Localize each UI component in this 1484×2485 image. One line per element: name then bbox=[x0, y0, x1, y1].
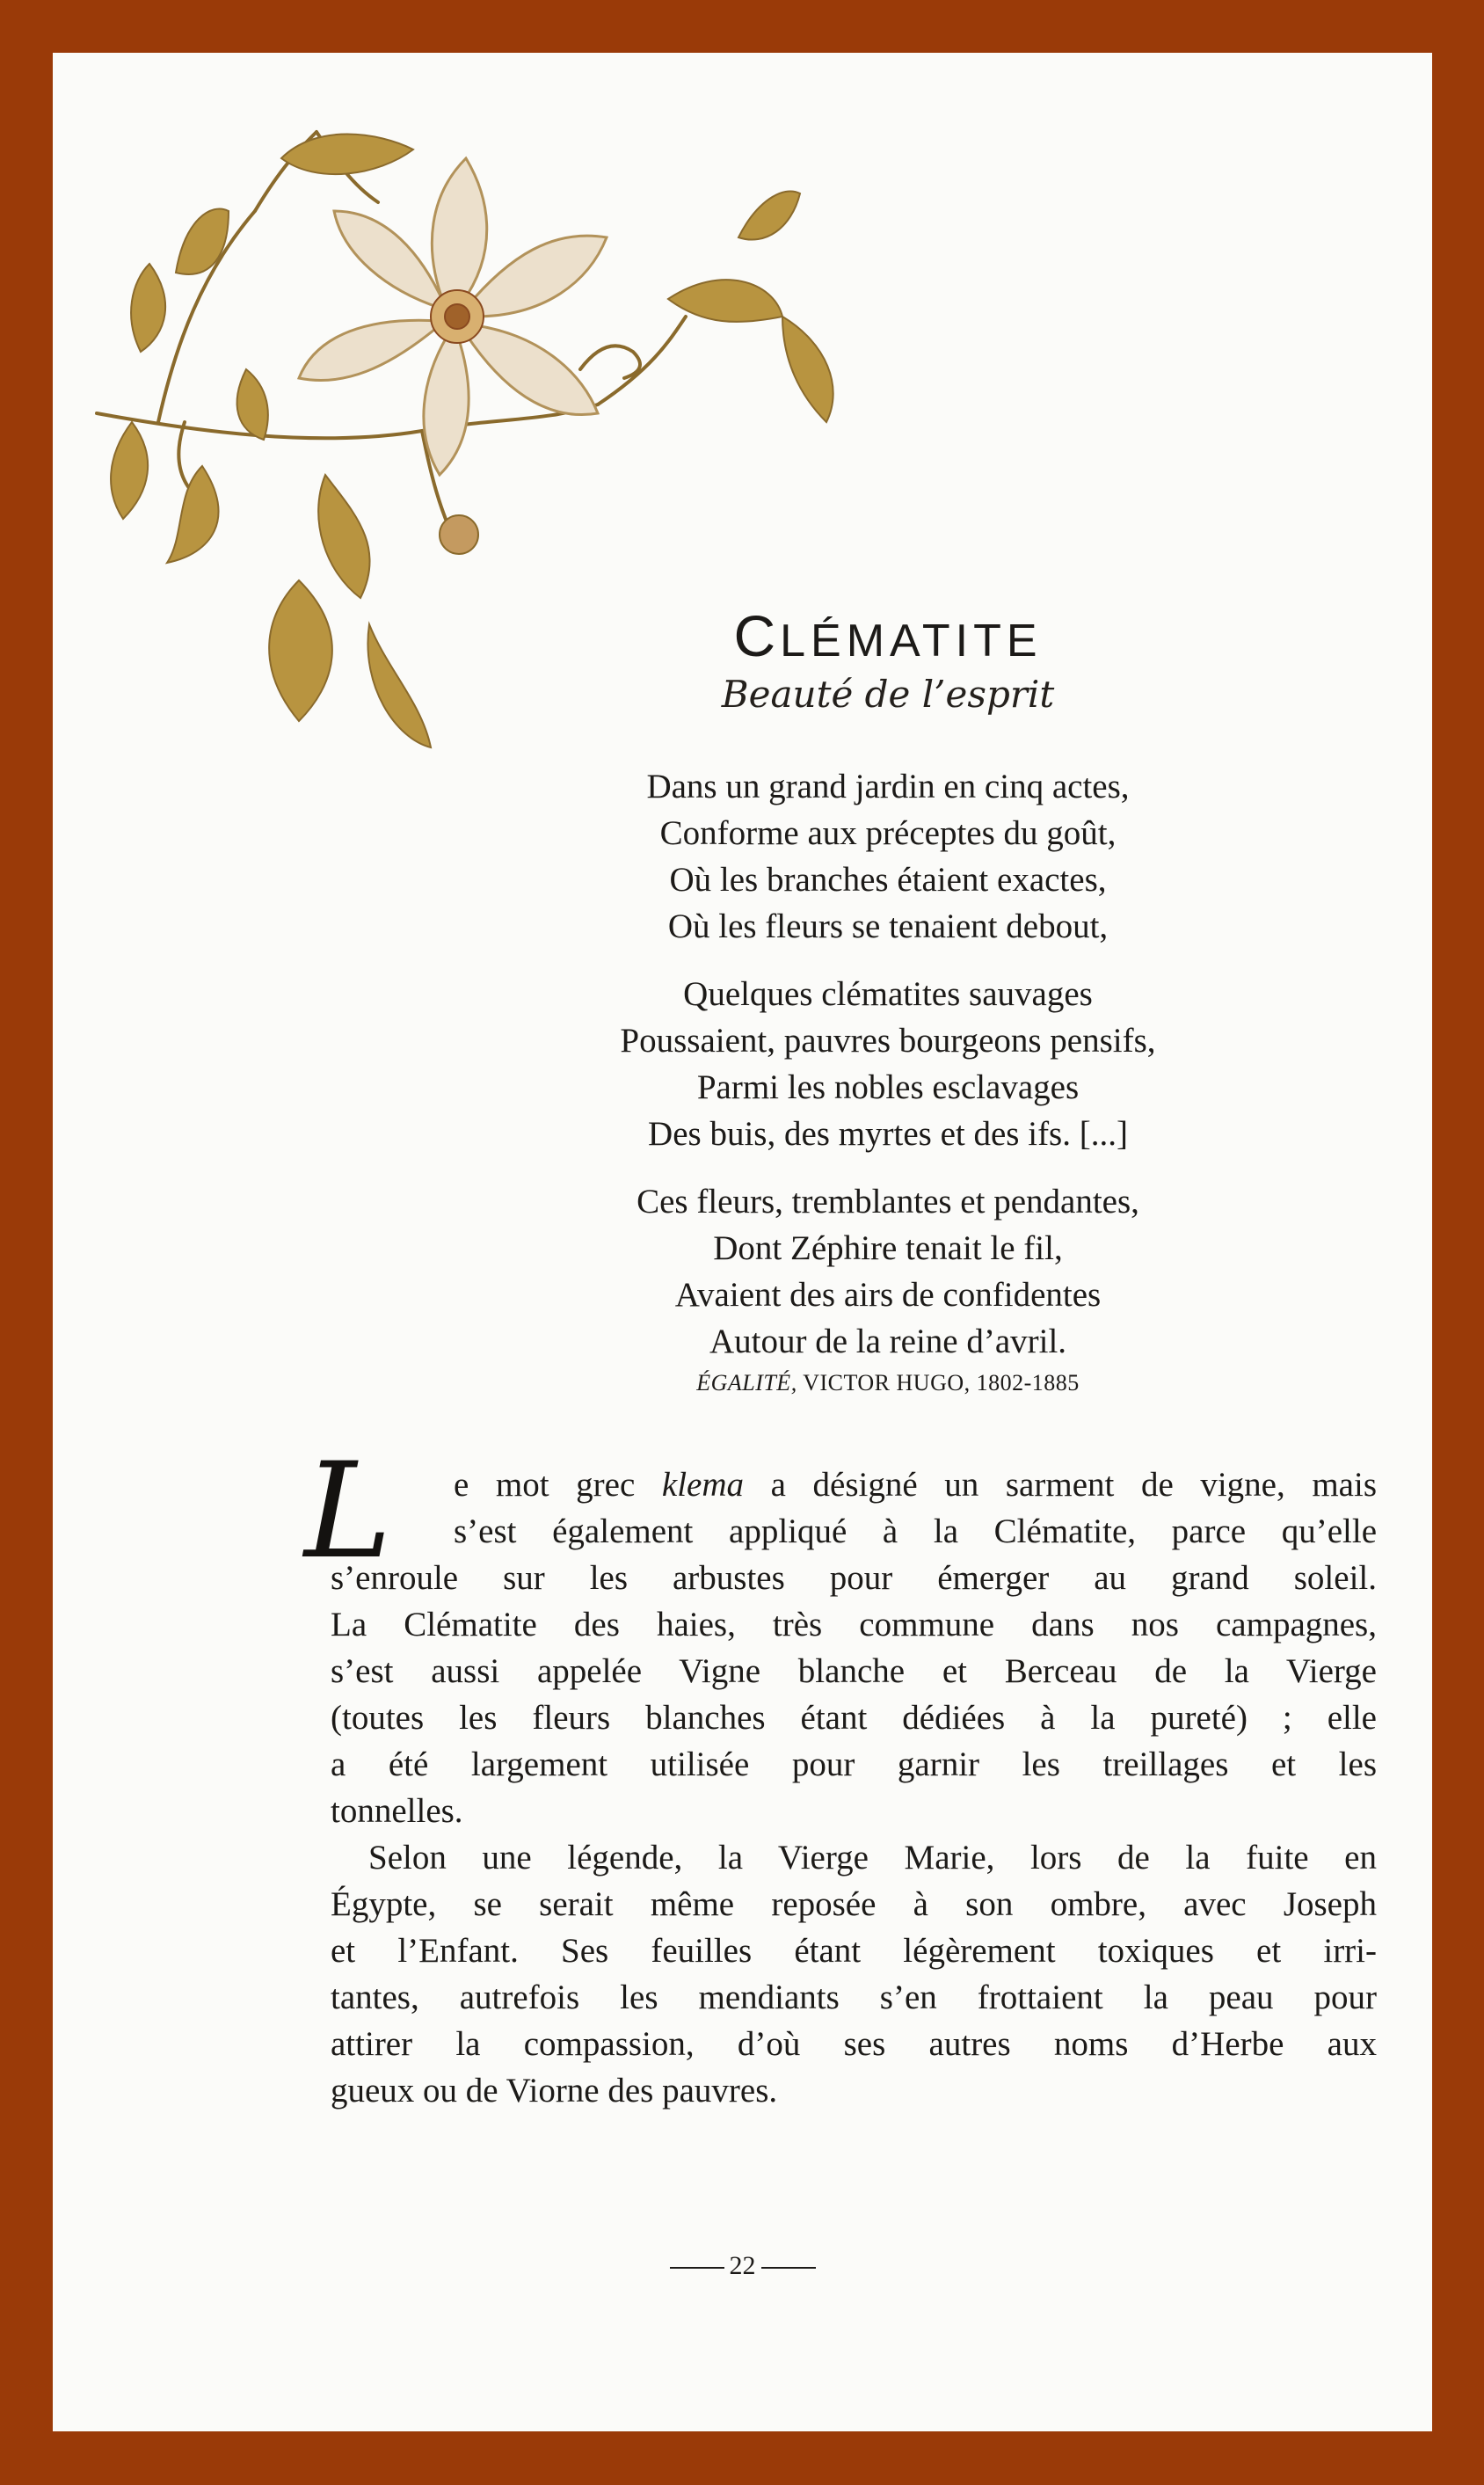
poem-line: Dont Zéphire tenait le fil, bbox=[713, 1229, 1063, 1267]
book-page bbox=[53, 53, 1432, 2431]
paragraph bbox=[331, 1461, 1377, 1834]
poem-line: Autour de la reine d’avril. bbox=[709, 1323, 1067, 1360]
title-initial: C bbox=[733, 603, 781, 668]
attribution-work: ÉGALITÉ, bbox=[696, 1370, 797, 1396]
text-run: a désigné un sarment de vigne, mais bbox=[744, 1466, 1378, 1504]
text-line: La Clématite des haies, très commune dans nos campagnes, bbox=[331, 1606, 1377, 1643]
page-subtitle: Beauté de l’esprit bbox=[721, 673, 1055, 716]
text-run: e mot grec bbox=[454, 1466, 662, 1504]
poem-line: Où les branches étaient exactes, bbox=[669, 861, 1107, 899]
poem bbox=[316, 763, 1432, 1398]
text-line: (toutes les fleurs blanches étant dédiées à la pureté) ; elle bbox=[331, 1699, 1377, 1737]
poem-line: Des buis, des myrtes et des ifs. [...] bbox=[648, 1115, 1128, 1153]
poem-stanza bbox=[316, 1178, 1432, 1365]
poem-line: Conforme aux préceptes du goût, bbox=[659, 814, 1117, 852]
text-line: s’est aussi appelée Vigne blanche et Berceau de la Vierge bbox=[331, 1652, 1377, 1690]
text-line: tantes, autrefois les mendiants s’en frottaient la peau pour bbox=[331, 1979, 1377, 2016]
poem-line: Ces fleurs, tremblantes et pendantes, bbox=[637, 1183, 1139, 1221]
poem-stanza bbox=[316, 971, 1432, 1157]
prose bbox=[304, 1435, 1378, 2114]
text-line: attirer la compassion, d’où ses autres noms d’Herbe aux bbox=[331, 2025, 1377, 2063]
emphasis: klema bbox=[661, 1466, 745, 1504]
poem-line: Dans un grand jardin en cinq actes, bbox=[646, 768, 1130, 805]
text-line: s’est également appliqué à la Clématite, parce qu’elle bbox=[454, 1512, 1377, 1550]
page-number bbox=[53, 2251, 1432, 2281]
poem-line: Poussaient, pauvres bourgeons pensifs, bbox=[620, 1022, 1156, 1060]
rule-right bbox=[761, 2267, 816, 2269]
attribution-author: VICTOR HUGO, 1802-1885 bbox=[803, 1370, 1080, 1396]
poem-line: Quelques clématites sauvages bbox=[683, 975, 1093, 1013]
page-title bbox=[629, 602, 1147, 669]
title-rest: LÉMATITE bbox=[780, 616, 1043, 667]
text-line: Égypte, se serait même reposée à son ombre, avec Joseph bbox=[331, 1885, 1377, 1923]
poem-attribution bbox=[316, 1368, 1432, 1398]
poem-line: Parmi les nobles esclavages bbox=[696, 1068, 1080, 1106]
poem-line: Où les fleurs se tenaient debout, bbox=[667, 907, 1109, 945]
page-number-text: 22 bbox=[729, 2251, 756, 2280]
text-line bbox=[331, 1461, 1377, 1508]
text-line: s’enroule sur les arbustes pour émerger au grand soleil. bbox=[331, 1559, 1377, 1597]
rule-left bbox=[670, 2267, 724, 2269]
poem-line: Avaient des airs de confidentes bbox=[674, 1276, 1102, 1314]
text-line: gueux ou de Viorne des pauvres. bbox=[331, 2072, 778, 2110]
drop-cap: L bbox=[304, 1435, 392, 1588]
text-line: et l’Enfant. Ses feuilles étant légèrement toxiques et irri- bbox=[331, 1932, 1377, 1970]
poem-stanza bbox=[316, 763, 1432, 950]
text-line: tonnelles. bbox=[331, 1792, 463, 1830]
paragraph bbox=[331, 1834, 1377, 2114]
text-line: a été largement utilisée pour garnir les treillages et les bbox=[331, 1745, 1377, 1783]
text-line: Selon une légende, la Vierge Marie, lors de la fuite en bbox=[368, 1839, 1377, 1877]
